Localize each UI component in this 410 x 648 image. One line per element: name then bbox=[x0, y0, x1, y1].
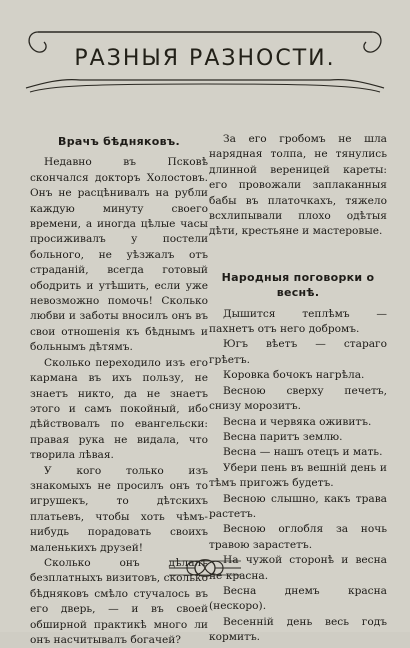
proverb: На чужой сторонѣ и весна не красна. bbox=[209, 554, 387, 582]
paragraph: Сколько онъ дѣлалъ безплатныхъ визитовъ, сколько бѣдняковъ смѣло стучалось въ его дверь, — и въ своей обширной практикѣ много ли онъ насчитывалъ богачей? bbox=[30, 556, 208, 646]
proverb: Весна паритъ землю. bbox=[223, 430, 343, 443]
proverb: Весною слышно, какъ трава растетъ. bbox=[209, 492, 387, 520]
section-title: РАЗНЫЯ РАЗНОСТИ. bbox=[74, 46, 336, 71]
proverb: Весна и червяка оживитъ. bbox=[223, 415, 372, 428]
article-title-proverbs: Народныя поговорки о веснѣ. bbox=[221, 270, 375, 300]
paragraph: Недавно въ Псковѣ скончался докторъ Холостовъ. Онъ не расцѣнивалъ на рубли каждую минуту своего времени, а иногда цѣлые часы просиживалъ у постели больного, не уѣзжалъ отъ страданій, всегда готовый ободрить и утѣшить, если уже невозможно помочь! Сколько любви и заботы вносилъ онъ въ свои отношенія къ бѣднымъ и больнымъ дѣтямъ. bbox=[30, 156, 208, 354]
paragraph: У кого только изъ знакомыхъ не просилъ онъ то игрушекъ, то дѣтскихъ платьевъ, чтобы хоть чѣмъ-нибудь порадовать своихъ маленькихъ друзей! bbox=[30, 464, 208, 554]
proverb: Югъ вѣетъ — стараго грѣетъ. bbox=[209, 338, 387, 366]
proverb: Убери пень въ вешній день и тѣмъ пригожъ будетъ. bbox=[209, 461, 387, 490]
proverb: Весною оглобля за ночь травою зарастетъ. bbox=[209, 523, 387, 551]
proverb: Весна — нашъ отецъ и мать. bbox=[223, 446, 383, 459]
proverb: Весенній день весь годъ кормитъ. bbox=[209, 615, 387, 644]
paragraph: Сколько переходило изъ его кармана въ ихъ пользу, не знаетъ никто, да не знаетъ этого и самъ покойный, ибо дѣйствовалъ по евангельски: правая рука не видала, что творила лѣвая. bbox=[30, 356, 208, 462]
proverb: Весною сверху печетъ, снизу морозитъ. bbox=[209, 384, 387, 413]
footer-ornament-icon bbox=[165, 553, 245, 583]
proverb: Дышится теплѣмъ — пахнетъ отъ него добромъ. bbox=[209, 307, 387, 336]
article-title-doctor: Врачъ бѣдняковъ. bbox=[58, 135, 180, 148]
proverb: Весна днемъ красна (нескоро). bbox=[209, 584, 387, 613]
proverb: Коровка бочокъ нагрѣла. bbox=[223, 369, 365, 382]
paragraph: За его гробомъ не шла нарядная толпа, не тянулись длинной вереницей кареты: его провожали заплаканныя бабы въ платочкахъ, тяжело всхлипывали плохо одѣтыя дѣти, крестьяне и мастеровые. bbox=[209, 133, 387, 238]
